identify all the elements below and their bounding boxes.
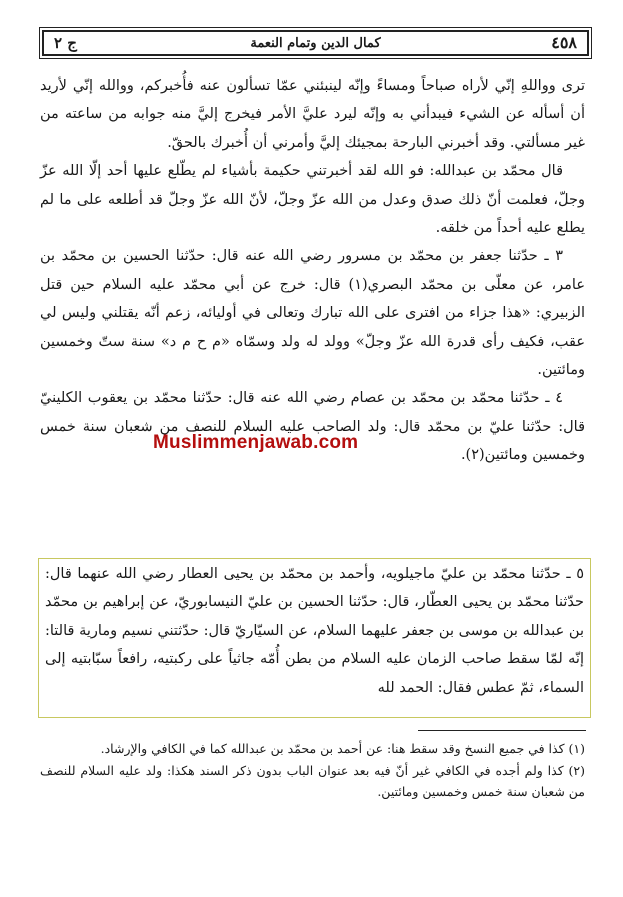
footnote-divider xyxy=(418,730,586,731)
paragraph: ترى وواللهِ إنّي لأراه صباحاً ومساءً وإنّه لينبئني عمّا تسألون عنه فأُخبركم، ووالله إنّي لأريد أن أسأله عن الشيء فيبدأني به وإنّه ليرد عليَّ الأمر فيخرج إليَّ منه جوابه من ساعته من غير مسألتي. وقد أخبرني البارحة بمجيئك إليَّ وأمرني أن أُخبرك بالحقّ. xyxy=(40,78,585,151)
hadith-3: ٣ ـ حدّثنا جعفر بن محمّد بن مسرور رضي الله عنه قال: حدّثنا الحسين بن محمّد بن عامر، عن معلّى بن محمّد البصري(١) قال: خرج عن أبي محمّد عليه السلام حين قتل الزبيري: «هذا جزاء من افترى على الله تبارك وتعالى في أوليائه، زعم أنّه يقتلني وليس لي عقب، فكيف رأى قدرة الله عزّ وجلّ» وولد له ولد وسمّاه «م ح م د» سنة ستّ وخمسين ومائتين. xyxy=(40,248,585,379)
highlighted-hadith-5 xyxy=(38,558,591,718)
volume-label: ج ٢ xyxy=(54,34,77,52)
page-number: ٤٥٨ xyxy=(551,33,577,52)
watermark-link: Muslimmenjawab.com xyxy=(153,432,359,453)
main-text xyxy=(40,72,585,470)
running-header xyxy=(42,30,589,56)
footnote-2: (٢) كذا ولم أجده في الكافي غير أنّ فيه بعد عنوان الباب بدون ذكر السند هكذا: ولد عليه السلام للنصف من شعبان سنة خمس وخمسين ومائتين. xyxy=(40,762,585,799)
hadith-4: ٤ ـ حدّثنا محمّد بن محمّد بن عصام رضي الله عنه قال: حدّثنا محمّد بن يعقوب الكلينيّ قال: حدّثنا عليّ بن محمّد قال: ولد الصاحب عليه السلام للنصف من شعبان سنة خمس وخمسين ومائتين(٢). xyxy=(40,390,585,464)
footnote-1: (١) كذا في جميع النسخ وقد سقط هنا: عن أحمد بن محمّد بن عبدالله كما في الكافي والإرشاد. xyxy=(100,741,585,756)
book-title: كمال الدين وتمام النعمة xyxy=(250,36,381,51)
paragraph: قال محمّد بن عبدالله: فو الله لقد أخبرتني حكيمة بأشياء لم يطّلع عليها أحد إلّا الله عزّ وجلّ، فعلمت أنّ ذلك صدق وعدل من الله عزّ وجلّ، لأنّ الله عزّ وجلّ قد أطلعه على ما لم يطلع عليه أحداً من خلقه. xyxy=(40,163,585,237)
highlighted-text: ٥ ـ حدّثنا محمّد بن عليّ ماجيلويه، وأحمد بن محمّد بن يحيى العطار رضي الله عنهما قال: حدّثنا محمّد بن يحيى العطّار، قال: حدّثنا الحسين بن عليّ النيسابوريّ، عن إبراهيم بن محمّد بن عبدالله بن موسى بن جعفر عليهما السلام، عن السيّاريّ قال: حدّثتني نسيم ومارية قالتا: إنّه لمّا سقط صاحب الزمان عليه السلام من بطن أُمّه جاثياً على ركبتيه، رافعاً سبّابتيه إلى السماء، ثمّ عطس فقال: الحمد لله xyxy=(45,566,584,696)
footnotes xyxy=(40,738,585,803)
